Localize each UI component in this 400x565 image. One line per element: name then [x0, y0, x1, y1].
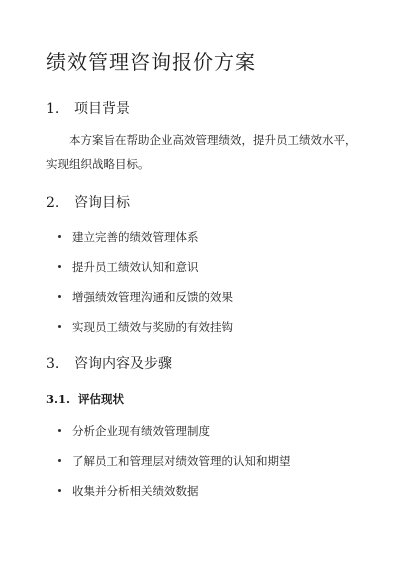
bullet-icon [58, 459, 61, 462]
list-item-text: 分析企业现有绩效管理制度 [72, 424, 210, 438]
section-2-number: 2. [46, 195, 60, 211]
subsection-3-1-title: 评估现状 [78, 392, 124, 406]
subsection-3-1-bullet-list [46, 423, 366, 513]
bullet-icon [58, 265, 61, 268]
list-item-text: 建立完善的绩效管理体系 [72, 230, 199, 244]
section-2-bullet-list [46, 229, 366, 349]
subsection-3-1-number: 3.1. [46, 392, 71, 406]
section-2-heading [46, 192, 130, 212]
list-item-text: 收集并分析相关绩效数据 [72, 484, 199, 498]
bullet-icon [58, 429, 61, 432]
section-1-title: 项目背景 [74, 101, 130, 117]
section-1-paragraph: 本方案旨在帮助企业高效管理绩效，提升员工绩效水平，实现组织战略目标。 [46, 133, 357, 171]
section-3-title: 咨询内容及步骤 [74, 356, 172, 372]
section-3-heading [46, 353, 172, 373]
section-2-title: 咨询目标 [74, 195, 130, 211]
subsection-3-1-heading [46, 391, 124, 407]
list-item [46, 423, 366, 453]
section-1-heading [46, 98, 130, 118]
list-item [46, 259, 366, 289]
list-item [46, 289, 366, 319]
list-item-text: 增强绩效管理沟通和反馈的效果 [72, 290, 233, 304]
list-item-text: 了解员工和管理层对绩效管理的认知和期望 [72, 454, 291, 468]
list-item-text: 提升员工绩效认知和意识 [72, 260, 199, 274]
list-item [46, 229, 366, 259]
list-item-text: 实现员工绩效与奖励的有效挂钩 [72, 320, 233, 334]
list-item [46, 483, 366, 513]
section-1-number: 1. [46, 101, 60, 117]
bullet-icon [58, 325, 61, 328]
document-title: 绩效管理咨询报价方案 [46, 50, 256, 74]
section-3-number: 3. [46, 356, 60, 372]
bullet-icon [58, 295, 61, 298]
list-item [46, 319, 366, 349]
bullet-icon [58, 235, 61, 238]
bullet-icon [58, 489, 61, 492]
list-item [46, 453, 366, 483]
